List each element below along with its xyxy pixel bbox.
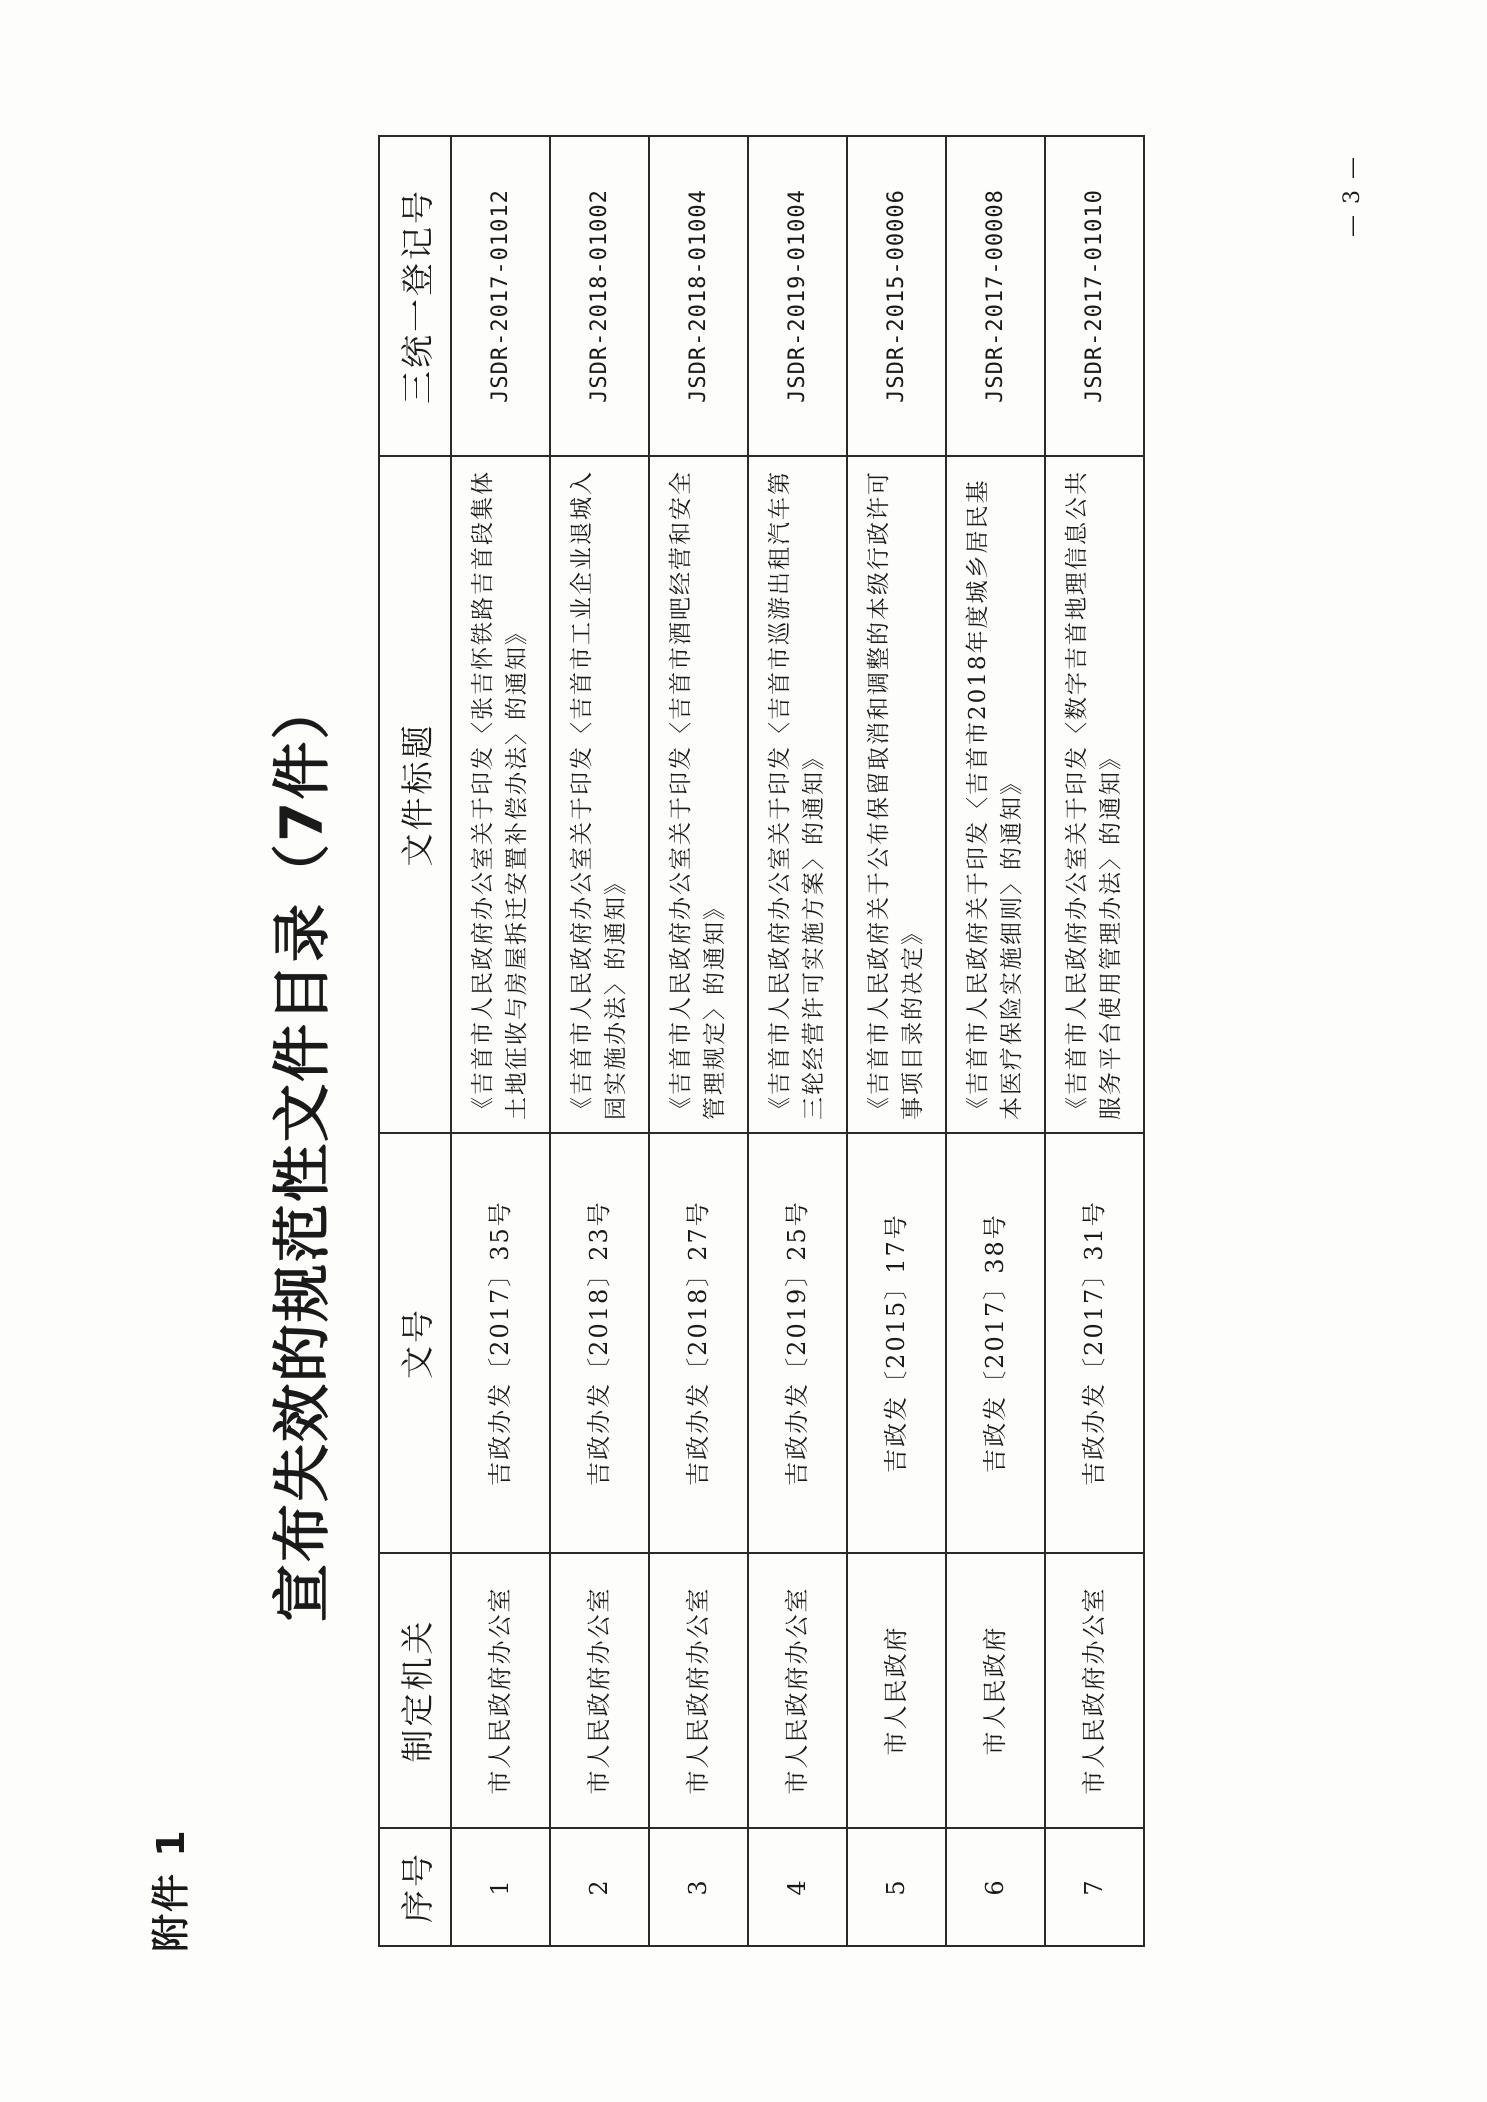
cell-doc-title: 《吉首市人民政府办公室关于印发〈吉首市工业企业退城入园实施办法〉的通知》	[550, 456, 649, 1133]
cell-serial: 1	[451, 1828, 550, 1946]
cell-registration-number: JSDR-2018-01004	[649, 136, 748, 456]
cell-serial: 4	[748, 1828, 847, 1946]
cell-registration-number: JSDR-2018-01002	[550, 136, 649, 456]
table-row	[649, 136, 748, 1946]
header-doc-title: 文件标题	[379, 456, 451, 1133]
page-number: — 3 —	[1340, 155, 1365, 237]
cell-doc-title: 《吉首市人民政府办公室关于印发〈吉首市酒吧经营和安全管理规定〉的通知》	[649, 456, 748, 1133]
header-doc-number: 文号	[379, 1133, 451, 1553]
table-row	[946, 136, 1045, 1946]
cell-registration-number: JSDR-2017-01010	[1045, 136, 1144, 456]
cell-agency: 市人民政府办公室	[1045, 1553, 1144, 1828]
cell-doc-title: 《吉首市人民政府办公室关于印发〈张吉怀铁路吉首段集体土地征收与房屋拆迁安置补偿办法〉的通知》	[451, 456, 550, 1133]
header-agency: 制定机关	[379, 1553, 451, 1828]
cell-serial: 3	[649, 1828, 748, 1946]
cell-registration-number: JSDR-2017-01012	[451, 136, 550, 456]
cell-registration-number: JSDR-2019-01004	[748, 136, 847, 456]
cell-doc-number: 吉政办发〔2017〕35号	[451, 1133, 550, 1553]
cell-serial: 6	[946, 1828, 1045, 1946]
table-row	[748, 136, 847, 1946]
cell-doc-number: 吉政办发〔2018〕27号	[649, 1133, 748, 1553]
cell-doc-title: 《吉首市人民政府关于印发〈吉首市2018年度城乡居民基本医疗保险实施细则〉的通知》	[946, 456, 1045, 1133]
table-header-row	[379, 136, 451, 1946]
header-registration-number: 三统一登记号	[379, 136, 451, 456]
cell-agency: 市人民政府	[946, 1553, 1045, 1828]
cell-serial: 7	[1045, 1828, 1144, 1946]
page-title: 宣布失效的规范性文件目录（7件）	[268, 679, 336, 1622]
table-row	[847, 136, 946, 1946]
cell-doc-title: 《吉首市人民政府关于公布保留取消和调整的本级行政许可事项目录的决定》	[847, 456, 946, 1133]
cell-registration-number: JSDR-2017-00008	[946, 136, 1045, 456]
cell-doc-number: 吉政发〔2015〕17号	[847, 1133, 946, 1553]
cell-registration-number: JSDR-2015-00006	[847, 136, 946, 456]
cell-agency: 市人民政府办公室	[451, 1553, 550, 1828]
table-row	[550, 136, 649, 1946]
cell-agency: 市人民政府办公室	[748, 1553, 847, 1828]
cell-doc-title: 《吉首市人民政府办公室关于印发〈数字吉首地理信息公共服务平台使用管理办法〉的通知》	[1045, 456, 1144, 1133]
cell-serial: 5	[847, 1828, 946, 1946]
document-catalog-table	[378, 135, 1145, 1947]
cell-doc-number: 吉政发〔2017〕38号	[946, 1133, 1045, 1553]
table-row	[1045, 136, 1144, 1946]
header-serial: 序号	[379, 1828, 451, 1946]
attachment-label: 附件 1	[149, 1828, 193, 1952]
cell-doc-number: 吉政办发〔2017〕31号	[1045, 1133, 1144, 1553]
cell-serial: 2	[550, 1828, 649, 1946]
cell-doc-number: 吉政办发〔2018〕23号	[550, 1133, 649, 1553]
cell-agency: 市人民政府办公室	[550, 1553, 649, 1828]
cell-doc-number: 吉政办发〔2019〕25号	[748, 1133, 847, 1553]
cell-doc-title: 《吉首市人民政府办公室关于印发〈吉首市巡游出租汽车第三轮经营许可实施方案〉的通知》	[748, 456, 847, 1133]
cell-agency: 市人民政府办公室	[649, 1553, 748, 1828]
cell-agency: 市人民政府	[847, 1553, 946, 1828]
table-row	[451, 136, 550, 1946]
